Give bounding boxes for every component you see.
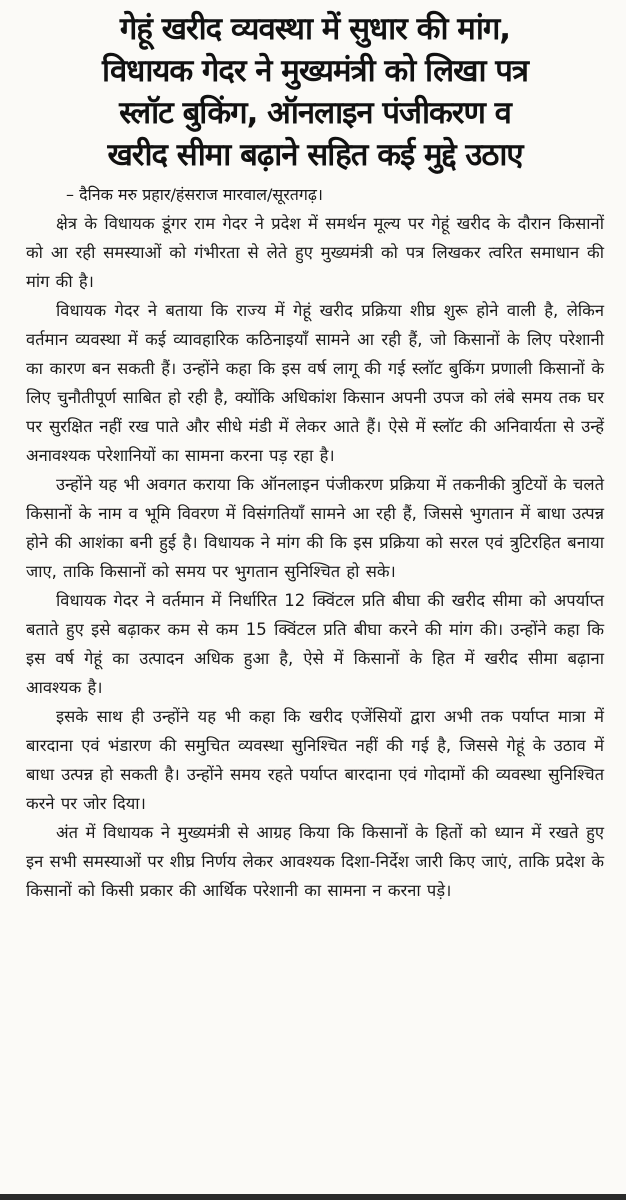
article-paragraph: विधायक गेदर ने बताया कि राज्य में गेहूं खरीद प्रक्रिया शीघ्र शुरू होने वाली है, लेकिन वर्तमान व्यवस्था में कई व्यावहारिक कठिनाइयाँ सामने आ रही हैं, जो किसानों के लिए परेशानी का कारण बन सकती हैं। उन्होंने कहा कि इस वर्ष लागू की गई स्लॉट बुकिंग प्रणाली किसानों के लिए चुनौतीपूर्ण साबित हो रही है, क्योंकि अधिकांश किसान अपनी उपज को लंबे समय तक घर पर सुरक्षित नहीं रख पाते और सीधे मंडी में लेकर आते हैं। ऐसे में स्लॉट की अनिवार्यता से उन्हें अनावश्यक परेशानियों का सामना करना पड़ रहा है। [26,301,604,465]
headline-line: खरीद सीमा बढ़ाने सहित कई मुद्दे उठाए [107,137,523,173]
article-paragraph: अंत में विधायक ने मुख्यमंत्री से आग्रह किया कि किसानों के हितों को ध्यान में रखते हुए इन सभी समस्याओं पर शीघ्र निर्णय लेकर आवश्यक दिशा-निर्देश जारी किए जाएं, ताकि प्रदेश के किसानों को किसी प्रकार की आर्थिक परेशानी का सामना न करना पड़े। [26,823,604,900]
article-paragraph: उन्होंने यह भी अवगत कराया कि ऑनलाइन पंजीकरण प्रक्रिया में तकनीकी त्रुटियों के चलते किसानों के नाम व भूमि विवरण में विसंगतियाँ सामने आ रही हैं, जिससे भुगतान में बाधा उत्पन्न होने की आशंका बनी हुई है। विधायक ने मांग की कि इस प्रक्रिया को सरल एवं त्रुटिरहित बनाया जाए, ताकि किसानों को समय पर भुगतान सुनिश्चित हो सके। [26,475,604,581]
headline [26,8,604,176]
article-paragraph: क्षेत्र के विधायक डूंगर राम गेदर ने प्रदेश में समर्थन मूल्य पर गेहूं खरीद के दौरान किसानों को आ रही समस्याओं को गंभीरता से लेते हुए मुख्यमंत्री को पत्र लिखकर त्वरित समाधान की मांग की है। [26,214,604,291]
headline-line: स्लॉट बुकिंग, ऑनलाइन पंजीकरण व [119,95,511,131]
headline-line: गेहूं खरीद व्यवस्था में सुधार की मांग, [119,11,511,47]
byline: – दैनिक मरु प्रहार/हंसराज मारवाल/सूरतगढ़। [66,185,323,204]
bottom-border [0,1194,626,1200]
article-paragraph: इसके साथ ही उन्होंने यह भी कहा कि खरीद एजेंसियों द्वारा अभी तक पर्याप्त मात्रा में बारदाना एवं भंडारण की समुचित व्यवस्था सुनिश्चित नहीं की गई है, जिससे गेहूं के उठाव में बाधा उत्पन्न हो सकती है। उन्होंने समय रहते पर्याप्त बारदाना एवं गोदामों की व्यवस्था सुनिश्चित करने पर जोर दिया। [26,707,604,813]
article-paragraph: विधायक गेदर ने वर्तमान में निर्धारित 12 क्विंटल प्रति बीघा की खरीद सीमा को अपर्याप्त बताते हुए इसे बढ़ाकर कम से कम 15 क्विंटल प्रति बीघा करने की मांग की। उन्होंने कहा कि इस वर्ष गेहूं का उत्पादन अधिक हुआ है, ऐसे में किसानों के हित में खरीद सीमा बढ़ाना आवश्यक है। [26,591,604,697]
headline-line: विधायक गेदर ने मुख्यमंत्री को लिखा पत्र [101,53,529,89]
